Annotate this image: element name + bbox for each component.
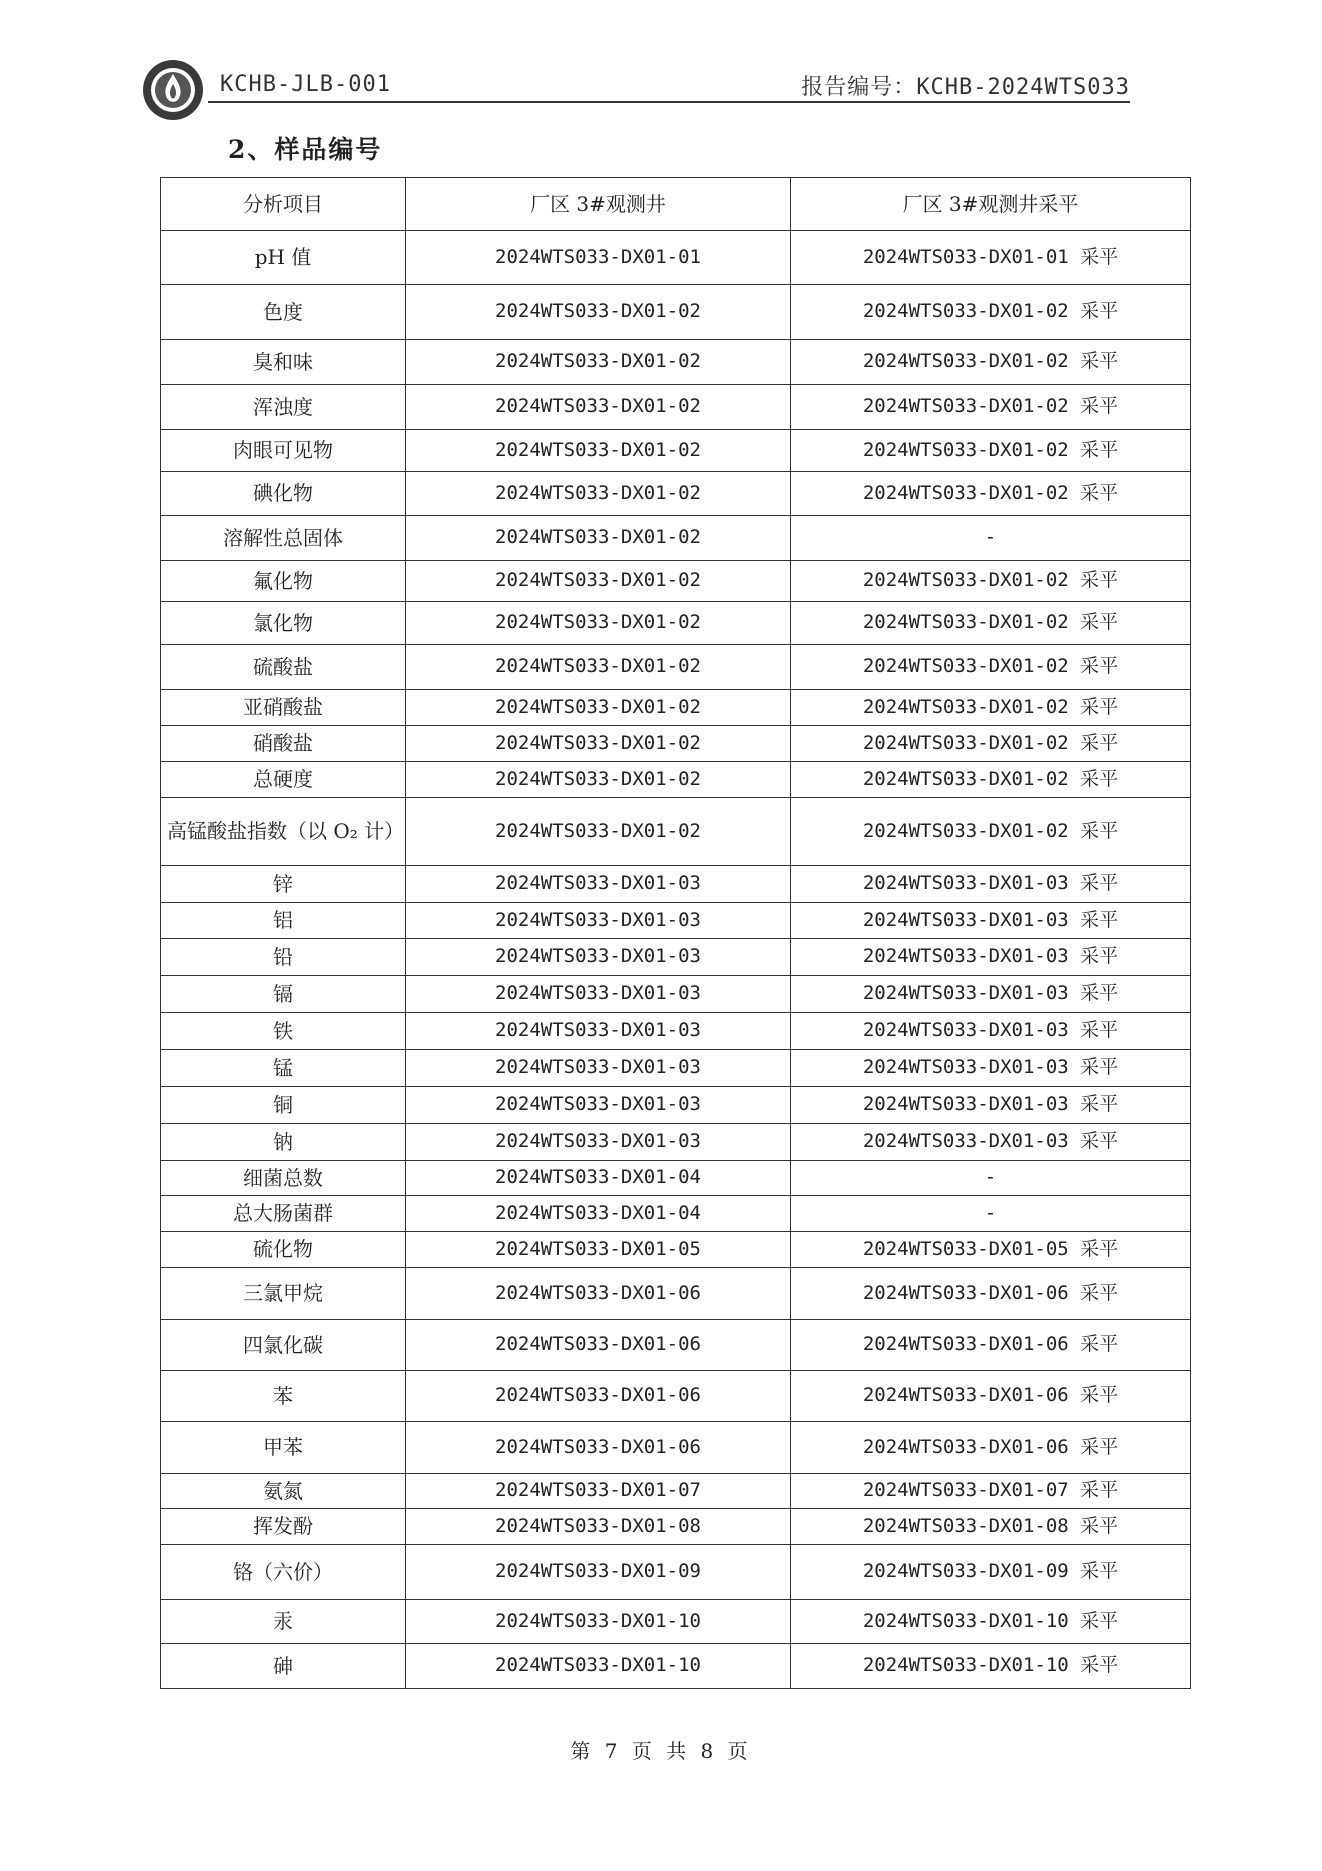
cell-parallel: -: [791, 1161, 1191, 1196]
cell-sample: 2024WTS033-DX01-02: [406, 645, 791, 690]
cell-item: 总硬度: [161, 762, 406, 798]
cell-sample: 2024WTS033-DX01-09: [406, 1545, 791, 1600]
table-row: [161, 1320, 1191, 1371]
column-header-sample: 厂区 3#观测井: [406, 178, 791, 231]
cell-parallel: 2024WTS033-DX01-02 采平: [791, 690, 1191, 726]
cell-parallel: 2024WTS033-DX01-06 采平: [791, 1371, 1191, 1422]
table-row: [161, 1087, 1191, 1124]
cell-parallel: 2024WTS033-DX01-03 采平: [791, 1050, 1191, 1087]
cell-sample: 2024WTS033-DX01-05: [406, 1232, 791, 1268]
cell-parallel: 2024WTS033-DX01-10 采平: [791, 1600, 1191, 1644]
table-row: [161, 1050, 1191, 1087]
cell-parallel: 2024WTS033-DX01-09 采平: [791, 1545, 1191, 1600]
table-row: [161, 645, 1191, 690]
cell-sample: 2024WTS033-DX01-02: [406, 602, 791, 645]
table-row: [161, 516, 1191, 561]
table-row: [161, 561, 1191, 602]
cell-item: 铝: [161, 903, 406, 939]
cell-sample: 2024WTS033-DX01-04: [406, 1196, 791, 1232]
cell-item: 铬（六价）: [161, 1545, 406, 1600]
cell-sample: 2024WTS033-DX01-02: [406, 762, 791, 798]
cell-sample: 2024WTS033-DX01-03: [406, 1087, 791, 1124]
cell-item: 氨氮: [161, 1474, 406, 1509]
cell-parallel: 2024WTS033-DX01-02 采平: [791, 798, 1191, 866]
cell-item: 苯: [161, 1371, 406, 1422]
cell-item: 硫化物: [161, 1232, 406, 1268]
cell-item: 氟化物: [161, 561, 406, 602]
cell-parallel: -: [791, 1196, 1191, 1232]
header-divider: [208, 101, 1130, 103]
cell-item: 肉眼可见物: [161, 430, 406, 472]
cell-sample: 2024WTS033-DX01-03: [406, 903, 791, 939]
table-row: [161, 385, 1191, 430]
cell-sample: 2024WTS033-DX01-06: [406, 1320, 791, 1371]
cell-item: 碘化物: [161, 472, 406, 516]
table-row: [161, 1232, 1191, 1268]
cell-item: 汞: [161, 1600, 406, 1644]
cell-parallel: 2024WTS033-DX01-03 采平: [791, 903, 1191, 939]
table-row: [161, 1124, 1191, 1161]
table-row: [161, 1196, 1191, 1232]
cell-sample: 2024WTS033-DX01-02: [406, 385, 791, 430]
cell-sample: 2024WTS033-DX01-02: [406, 690, 791, 726]
cell-parallel: 2024WTS033-DX01-02 采平: [791, 385, 1191, 430]
table-row: [161, 1509, 1191, 1545]
cell-sample: 2024WTS033-DX01-02: [406, 798, 791, 866]
cell-item: 铅: [161, 939, 406, 976]
table-row: [161, 1371, 1191, 1422]
cell-item: 高锰酸盐指数（以 O₂ 计）: [161, 798, 406, 866]
cell-item: 锌: [161, 866, 406, 903]
cell-item: 亚硝酸盐: [161, 690, 406, 726]
table-row: [161, 1474, 1191, 1509]
table-row: [161, 1161, 1191, 1196]
table-row: [161, 1644, 1191, 1689]
cell-parallel: 2024WTS033-DX01-06 采平: [791, 1422, 1191, 1474]
table-row: [161, 690, 1191, 726]
cell-parallel: 2024WTS033-DX01-10 采平: [791, 1644, 1191, 1689]
table-row: [161, 1013, 1191, 1050]
cell-item: 锰: [161, 1050, 406, 1087]
table-row: [161, 1545, 1191, 1600]
table-row: [161, 472, 1191, 516]
cell-sample: 2024WTS033-DX01-03: [406, 1013, 791, 1050]
cell-parallel: 2024WTS033-DX01-02 采平: [791, 645, 1191, 690]
cell-sample: 2024WTS033-DX01-02: [406, 285, 791, 340]
cell-parallel: 2024WTS033-DX01-02 采平: [791, 472, 1191, 516]
table-row: [161, 285, 1191, 340]
table-row: [161, 903, 1191, 939]
cell-sample: 2024WTS033-DX01-03: [406, 939, 791, 976]
cell-parallel: 2024WTS033-DX01-02 采平: [791, 561, 1191, 602]
cell-sample: 2024WTS033-DX01-02: [406, 561, 791, 602]
table-row: [161, 430, 1191, 472]
cell-parallel: 2024WTS033-DX01-05 采平: [791, 1232, 1191, 1268]
section-title: 2、样品编号: [228, 135, 383, 164]
cell-item: 三氯甲烷: [161, 1268, 406, 1320]
cell-parallel: 2024WTS033-DX01-03 采平: [791, 1087, 1191, 1124]
table-row: [161, 602, 1191, 645]
cell-sample: 2024WTS033-DX01-10: [406, 1600, 791, 1644]
report-number: [801, 70, 1130, 101]
cell-item: 硫酸盐: [161, 645, 406, 690]
table-header-row: [161, 178, 1191, 231]
column-header-parallel: 厂区 3#观测井采平: [791, 178, 1191, 231]
cell-parallel: 2024WTS033-DX01-02 采平: [791, 602, 1191, 645]
cell-parallel: 2024WTS033-DX01-02 采平: [791, 762, 1191, 798]
cell-parallel: 2024WTS033-DX01-03 采平: [791, 866, 1191, 903]
cell-parallel: -: [791, 516, 1191, 561]
cell-sample: 2024WTS033-DX01-07: [406, 1474, 791, 1509]
form-code: KCHB-JLB-001: [220, 72, 391, 97]
page-footer: 第 7 页 共 8 页: [570, 1739, 752, 1763]
cell-parallel: 2024WTS033-DX01-03 采平: [791, 939, 1191, 976]
company-logo-icon: [141, 58, 205, 122]
cell-sample: 2024WTS033-DX01-02: [406, 472, 791, 516]
table-row: [161, 798, 1191, 866]
cell-parallel: 2024WTS033-DX01-02 采平: [791, 430, 1191, 472]
cell-sample: 2024WTS033-DX01-02: [406, 340, 791, 385]
cell-item: 硝酸盐: [161, 726, 406, 762]
sample-number-table: [160, 177, 1191, 1689]
cell-sample: 2024WTS033-DX01-06: [406, 1422, 791, 1474]
cell-parallel: 2024WTS033-DX01-02 采平: [791, 285, 1191, 340]
cell-item: 铜: [161, 1087, 406, 1124]
cell-item: 氯化物: [161, 602, 406, 645]
cell-item: 色度: [161, 285, 406, 340]
table-row: [161, 340, 1191, 385]
cell-sample: 2024WTS033-DX01-08: [406, 1509, 791, 1545]
report-number-value: KCHB-2024WTS033: [916, 75, 1130, 100]
table-row: [161, 726, 1191, 762]
table-row: [161, 231, 1191, 285]
cell-parallel: 2024WTS033-DX01-03 采平: [791, 976, 1191, 1013]
cell-sample: 2024WTS033-DX01-06: [406, 1371, 791, 1422]
table-row: [161, 762, 1191, 798]
cell-item: 总大肠菌群: [161, 1196, 406, 1232]
cell-item: 镉: [161, 976, 406, 1013]
cell-sample: 2024WTS033-DX01-02: [406, 726, 791, 762]
cell-sample: 2024WTS033-DX01-01: [406, 231, 791, 285]
cell-sample: 2024WTS033-DX01-06: [406, 1268, 791, 1320]
cell-sample: 2024WTS033-DX01-10: [406, 1644, 791, 1689]
cell-item: 四氯化碳: [161, 1320, 406, 1371]
cell-item: 甲苯: [161, 1422, 406, 1474]
cell-item: 挥发酚: [161, 1509, 406, 1545]
cell-item: 浑浊度: [161, 385, 406, 430]
cell-item: 砷: [161, 1644, 406, 1689]
cell-sample: 2024WTS033-DX01-03: [406, 1124, 791, 1161]
cell-sample: 2024WTS033-DX01-02: [406, 430, 791, 472]
cell-sample: 2024WTS033-DX01-03: [406, 1050, 791, 1087]
cell-parallel: 2024WTS033-DX01-06 采平: [791, 1268, 1191, 1320]
cell-parallel: 2024WTS033-DX01-03 采平: [791, 1013, 1191, 1050]
column-header-item: 分析项目: [161, 178, 406, 231]
cell-sample: 2024WTS033-DX01-04: [406, 1161, 791, 1196]
table-row: [161, 976, 1191, 1013]
report-number-label: 报告编号：: [801, 75, 917, 100]
cell-item: pH 值: [161, 231, 406, 285]
cell-parallel: 2024WTS033-DX01-03 采平: [791, 1124, 1191, 1161]
table-row: [161, 1600, 1191, 1644]
cell-parallel: 2024WTS033-DX01-02 采平: [791, 340, 1191, 385]
cell-sample: 2024WTS033-DX01-02: [406, 516, 791, 561]
cell-item: 溶解性总固体: [161, 516, 406, 561]
cell-item: 臭和味: [161, 340, 406, 385]
table-row: [161, 866, 1191, 903]
cell-item: 细菌总数: [161, 1161, 406, 1196]
table-row: [161, 1268, 1191, 1320]
cell-sample: 2024WTS033-DX01-03: [406, 976, 791, 1013]
cell-parallel: 2024WTS033-DX01-02 采平: [791, 726, 1191, 762]
table-row: [161, 939, 1191, 976]
cell-parallel: 2024WTS033-DX01-08 采平: [791, 1509, 1191, 1545]
cell-sample: 2024WTS033-DX01-03: [406, 866, 791, 903]
cell-item: 铁: [161, 1013, 406, 1050]
cell-parallel: 2024WTS033-DX01-06 采平: [791, 1320, 1191, 1371]
table-body: [161, 231, 1191, 1689]
cell-parallel: 2024WTS033-DX01-07 采平: [791, 1474, 1191, 1509]
cell-item: 钠: [161, 1124, 406, 1161]
cell-parallel: 2024WTS033-DX01-01 采平: [791, 231, 1191, 285]
table-row: [161, 1422, 1191, 1474]
